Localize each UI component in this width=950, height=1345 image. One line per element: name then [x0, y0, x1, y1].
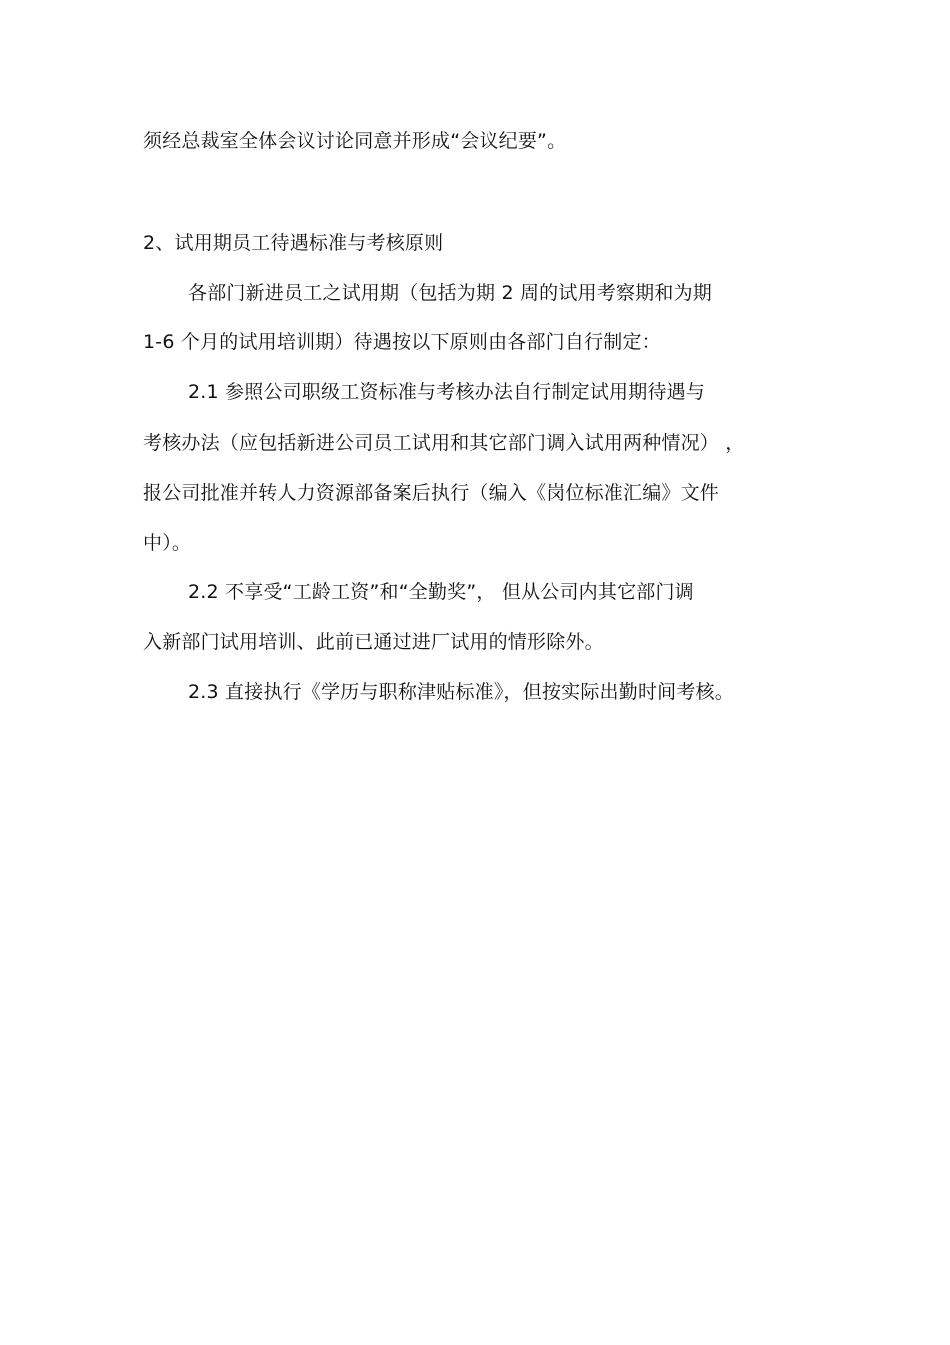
- clause-2-1-line-2: 考核办法（应包括新进公司员工试用和其它部门调入试用两种情况） ，: [143, 432, 745, 454]
- clause-2-1-line-4: 中）。: [143, 532, 192, 554]
- section-heading: 2、试用期员工待遇标准与考核原则: [143, 232, 444, 254]
- clause-2-1-line-1: 2.1 参照公司职级工资标准与考核办法自行制定试用期待遇与: [188, 381, 706, 403]
- clause-2-2-line-2: 入新部门试用培训、此前已通过进厂试用的情形除外。: [143, 631, 604, 653]
- clause-2-3-line-1: 2.3 直接执行《学历与职称津贴标准》，但按实际出勤时间考核。: [188, 681, 734, 703]
- paragraph-line-1: 须经总裁室全体会议讨论同意并形成“会议纪要”。: [143, 130, 567, 152]
- clause-2-2-line-1: 2.2 不享受“工龄工资”和“全勤奖”， 但从公司内其它部门调: [188, 581, 694, 603]
- paragraph-line-2: 各部门新进员工之试用期（包括为期 2 周的试用考察期和为期: [188, 282, 712, 304]
- clause-2-1-line-3: 报公司批准并转人力资源部备案后执行（编入《岗位标准汇编》文件: [143, 482, 720, 504]
- paragraph-line-3: 1-6 个月的试用培训期）待遇按以下原则由各部门自行制定：: [143, 331, 661, 353]
